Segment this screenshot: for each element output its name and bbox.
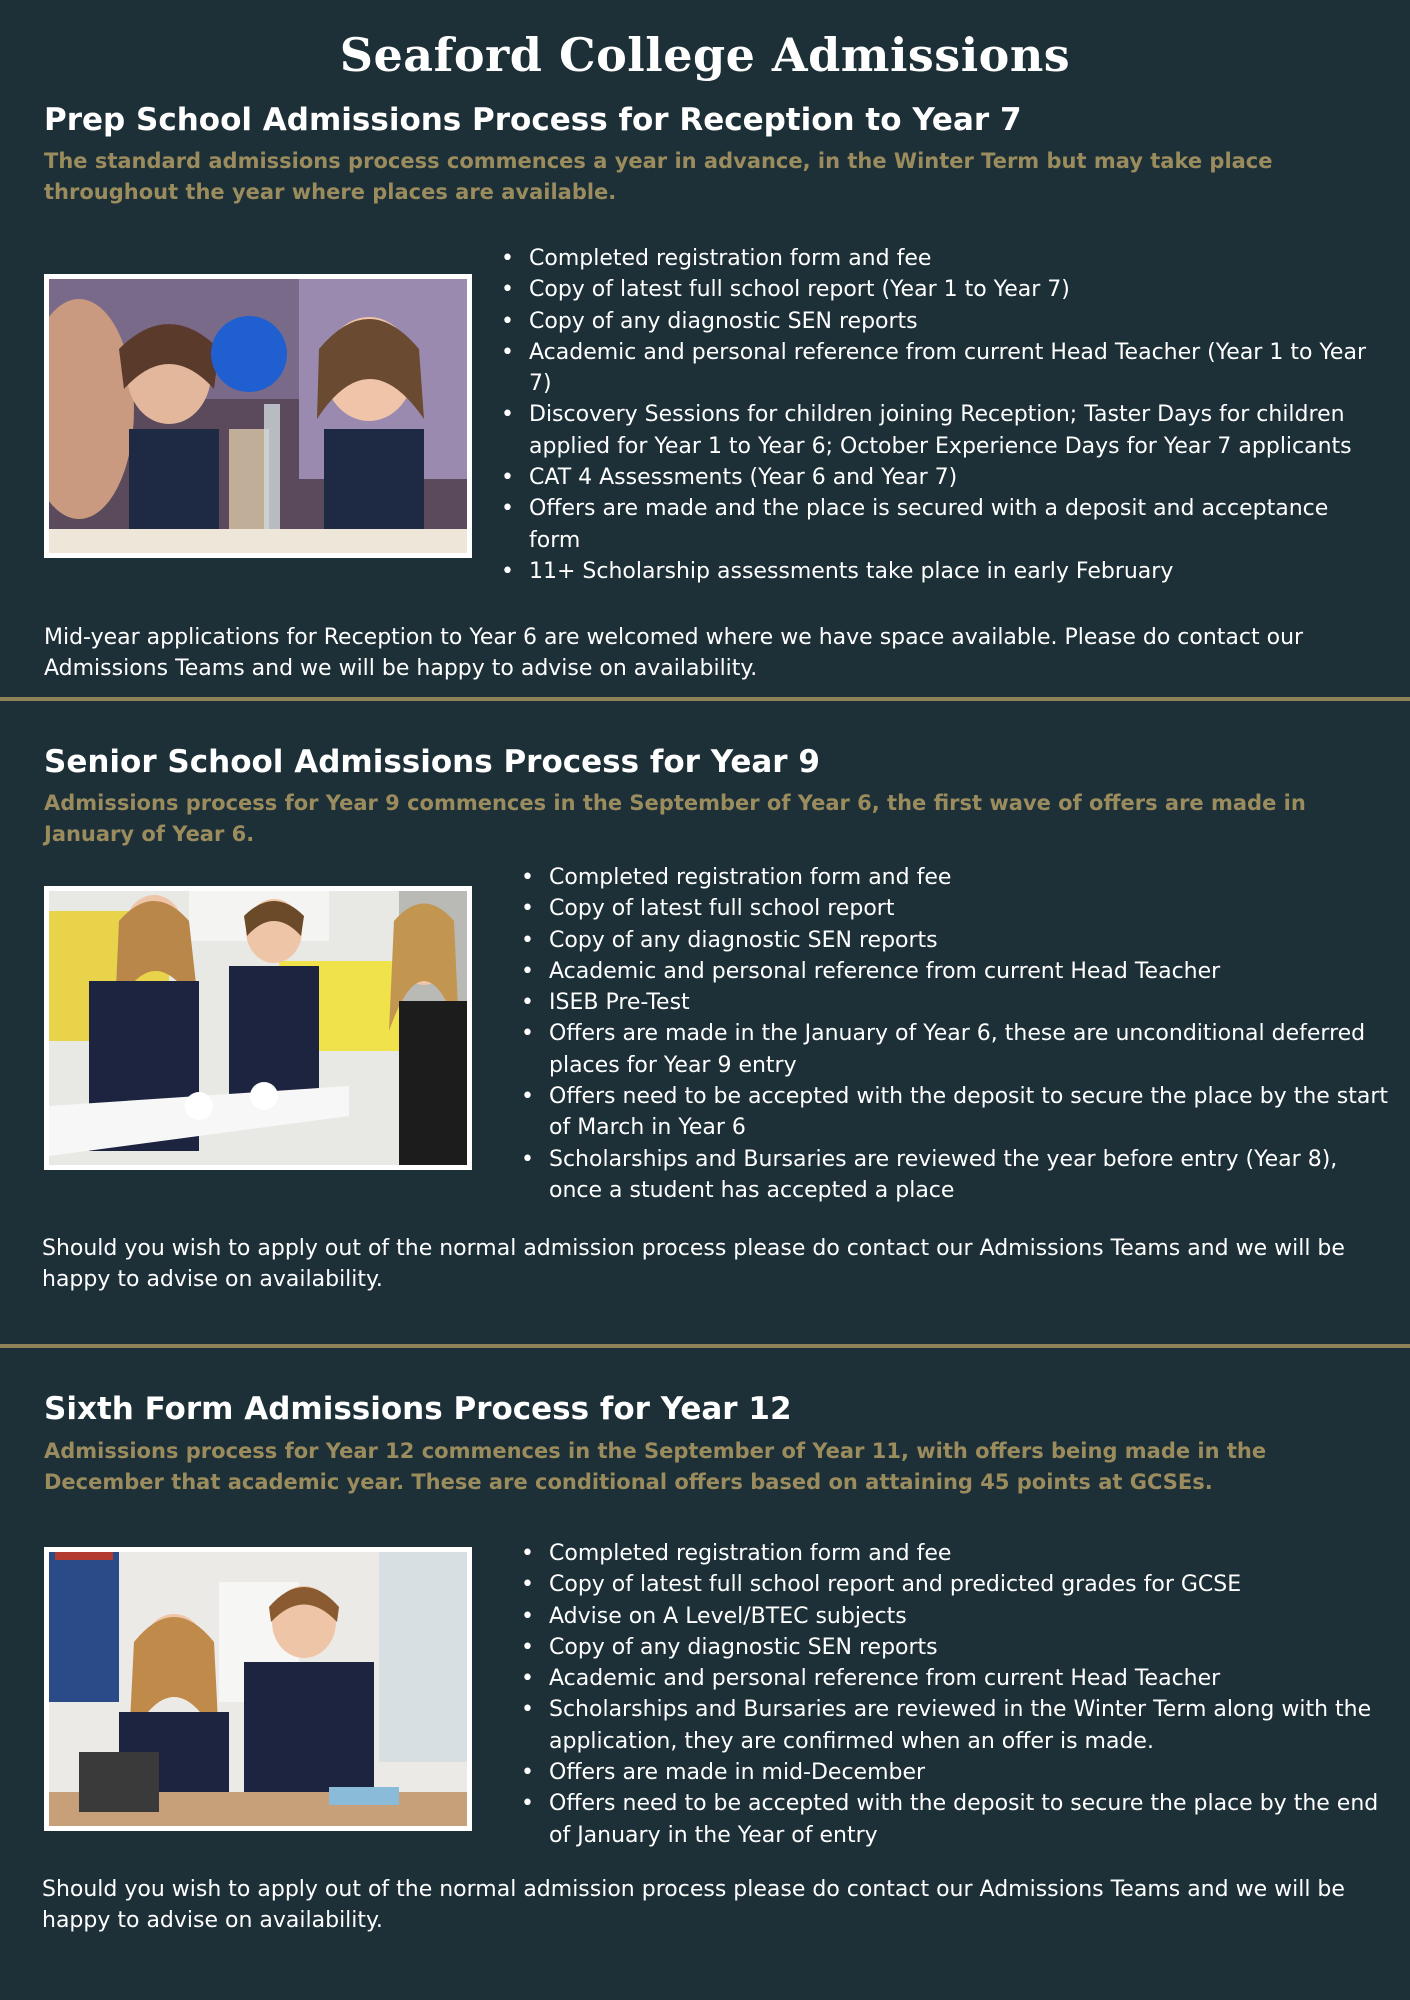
senior-heading: Senior School Admissions Process for Year 9 [44,744,820,780]
list-item: • Scholarships and Bursaries are reviewed the year before entry (Year 8), once a student has accepted a place [515,1144,1395,1207]
list-item: • Advise on A Level/BTEC subjects [515,1601,1405,1632]
list-item: • 11+ Scholarship assessments take place in early February [495,556,1385,587]
list-item: • Copy of any diagnostic SEN reports [495,306,1385,337]
list-item: • Completed registration form and fee [515,862,1395,893]
list-item: • Scholarships and Bursaries are reviewed in the Winter Term along with the application, they are confirmed when an offer is made. [515,1694,1405,1757]
prep-requirements-list [495,243,1385,587]
prep-intro: The standard admissions process commences a year in advance, in the Winter Term but may take place throughout the year where places are available. [44,149,1273,204]
senior-requirements-list [515,862,1395,1206]
section-divider [0,1344,1410,1348]
list-item: • Offers are made in mid-December [515,1757,1405,1788]
page-title: Seaford College Admissions [339,28,1071,82]
sixth-heading: Sixth Form Admissions Process for Year 12 [44,1391,792,1427]
list-item: • Academic and personal reference from current Head Teacher [515,1663,1405,1694]
sixth-closing: Should you wish to apply out of the normal admission process please do contact our Admissions Teams and we will be happy to advise on availability. [42,1877,1345,1933]
list-item: • Completed registration form and fee [495,243,1385,274]
list-item: • ISEB Pre-Test [515,987,1395,1018]
list-item: • Academic and personal reference from current Head Teacher [515,956,1395,987]
list-item: • Copy of latest full school report [515,893,1395,924]
sixth-intro: Admissions process for Year 12 commences in the September of Year 11, with offers being made in the December that academic year. These are conditional offers based on attaining 45 points at GCSEs. [44,1439,1267,1494]
list-item: • Offers need to be accepted with the deposit to secure the place by the start of March in Year 6 [515,1081,1395,1144]
list-item: • Discovery Sessions for children joining Reception; Taster Days for children applied for Year 1 to Year 6; October Experience Days for Year 7 applicants [495,399,1385,462]
list-item: • Offers need to be accepted with the deposit to secure the place by the end of January in the Year of entry [515,1788,1405,1851]
prep-photo [44,274,472,558]
list-item: • CAT 4 Assessments (Year 6 and Year 7) [495,462,1385,493]
list-item: • Offers are made and the place is secured with a deposit and acceptance form [495,493,1385,556]
senior-closing: Should you wish to apply out of the normal admission process please do contact our Admissions Teams and we will be happy to advise on availability. [42,1236,1345,1292]
list-item: • Copy of any diagnostic SEN reports [515,1632,1405,1663]
senior-photo [44,886,472,1170]
senior-intro: Admissions process for Year 9 commences in the September of Year 6, the first wave of offers are made in January of Year 6. [44,791,1306,846]
section-divider [0,697,1410,701]
list-item: • Offers are made in the January of Year 6, these are unconditional deferred places for Year 9 entry [515,1018,1395,1081]
list-item: • Copy of latest full school report and predicted grades for GCSE [515,1569,1405,1600]
list-item: • Academic and personal reference from current Head Teacher (Year 1 to Year 7) [495,337,1385,400]
prep-heading: Prep School Admissions Process for Reception to Year 7 [44,102,1022,138]
sixth-requirements-list [515,1538,1405,1851]
list-item: • Copy of latest full school report (Year 1 to Year 7) [495,274,1385,305]
sixth-photo [44,1547,472,1831]
list-item: • Completed registration form and fee [515,1538,1405,1569]
list-item: • Copy of any diagnostic SEN reports [515,925,1395,956]
prep-closing: Mid-year applications for Reception to Year 6 are welcomed where we have space available. Please do contact our Admissions Teams and we will be happy to advise on availability. [44,625,1304,681]
